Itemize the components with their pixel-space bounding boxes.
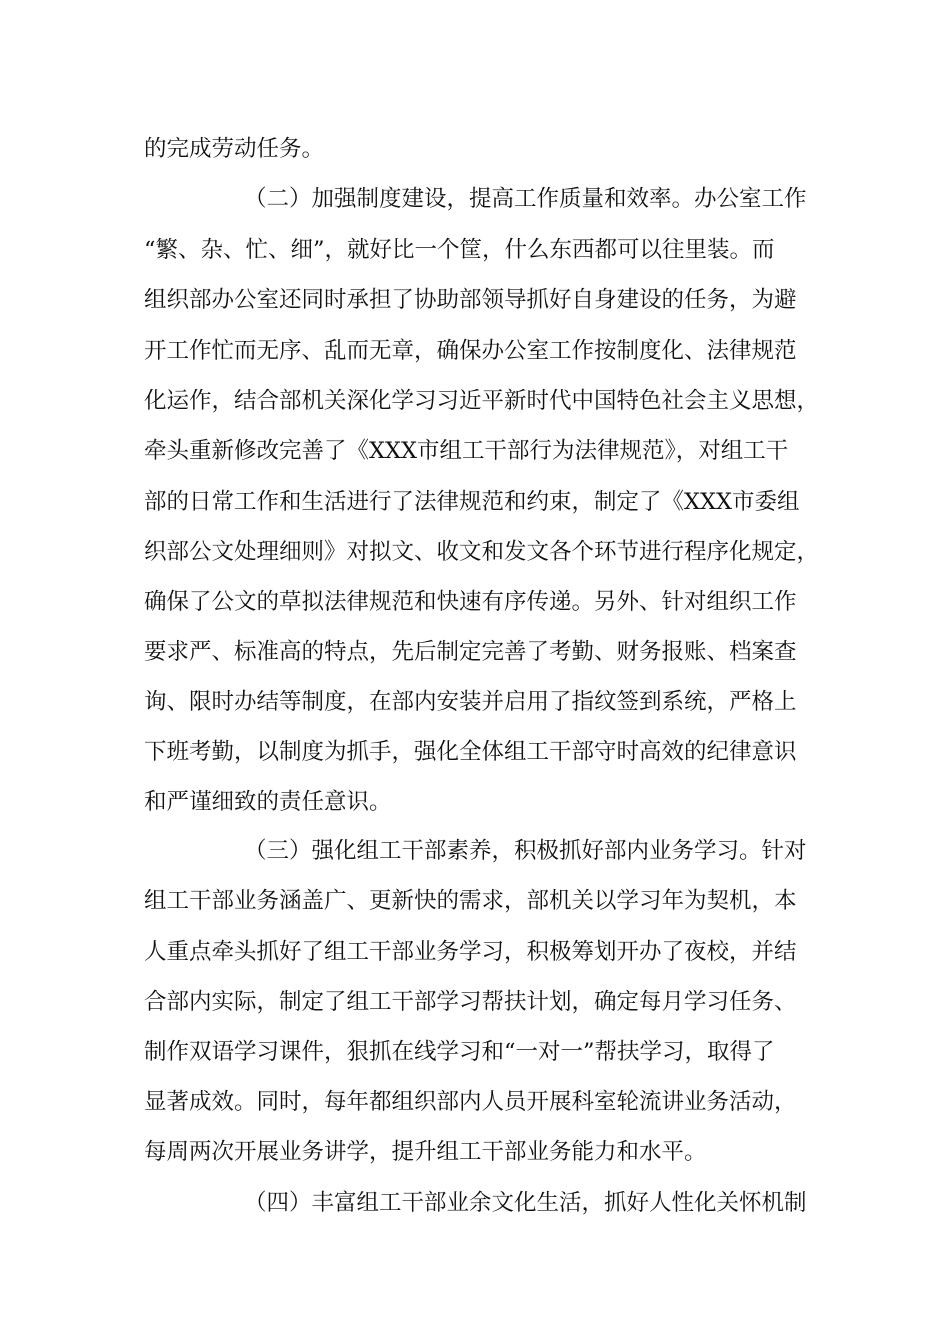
text-line: 和严谨细致的责任意识。 bbox=[144, 789, 392, 815]
text-line: 制作双语学习课件，狠抓在线学习和“一对一”帮扶学习，取得了 bbox=[144, 1039, 775, 1065]
text-line: 要求严、标准高的特点，先后制定完善了考勤、财务报账、档案查 bbox=[144, 639, 797, 665]
text-line: 下班考勤，以制度为抓手，强化全体组工干部守时高效的纪律意识 bbox=[144, 739, 797, 765]
text-line: 每周两次开展业务讲学，提升组工干部业务能力和水平。 bbox=[144, 1139, 707, 1165]
text-line: 显著成效。同时，每年都组织部内人员开展科室轮流讲业务活动， bbox=[144, 1089, 797, 1115]
text-line: 合部内实际，制定了组工干部学习帮扶计划，确定每月学习任务、 bbox=[144, 989, 797, 1015]
section-heading-4: （四）丰富组工干部业余文化生活，抓好人性化关怀机制 bbox=[244, 1190, 807, 1216]
text-line: 询、限时办结等制度，在部内安装并启用了指纹签到系统，严格上 bbox=[144, 689, 797, 715]
text-line: 化运作，结合部机关深化学习习近平新时代中国特色社会主义思想， bbox=[144, 388, 820, 414]
text-line: 部的日常工作和生活进行了法律规范和约束，制定了《XXX市委组 bbox=[144, 489, 800, 515]
text-line: 人重点牵头抓好了组工干部业务学习，积极筹划开办了夜校，并结 bbox=[144, 939, 797, 965]
section-heading-2: （二）加强制度建设，提高工作质量和效率。办公室工作 bbox=[244, 186, 807, 212]
text-line: 的完成劳动任务。 bbox=[144, 136, 325, 162]
text-line: 牵头重新修改完善了《XXX市组工干部行为法律规范》，对组工干 bbox=[144, 438, 789, 464]
section-heading-3: （三）强化组工干部素养，积极抓好部内业务学习。针对 bbox=[244, 838, 807, 864]
text-line: 织部公文处理细则》对拟文、收文和发文各个环节进行程序化规定， bbox=[144, 539, 820, 565]
text-line: 确保了公文的草拟法律规范和快速有序传递。另外、针对组织工作 bbox=[144, 589, 797, 615]
text-line: 组工干部业务涵盖广、更新快的需求，部机关以学习年为契机，本 bbox=[144, 888, 797, 914]
text-line: “繁、杂、忙、细”，就好比一个筐，什么东西都可以往里装。而 bbox=[144, 237, 775, 263]
text-line: 开工作忙而无序、乱而无章，确保办公室工作按制度化、法律规范 bbox=[144, 338, 797, 364]
text-line: 组织部办公室还同时承担了协助部领导抓好自身建设的任务，为避 bbox=[144, 287, 797, 313]
